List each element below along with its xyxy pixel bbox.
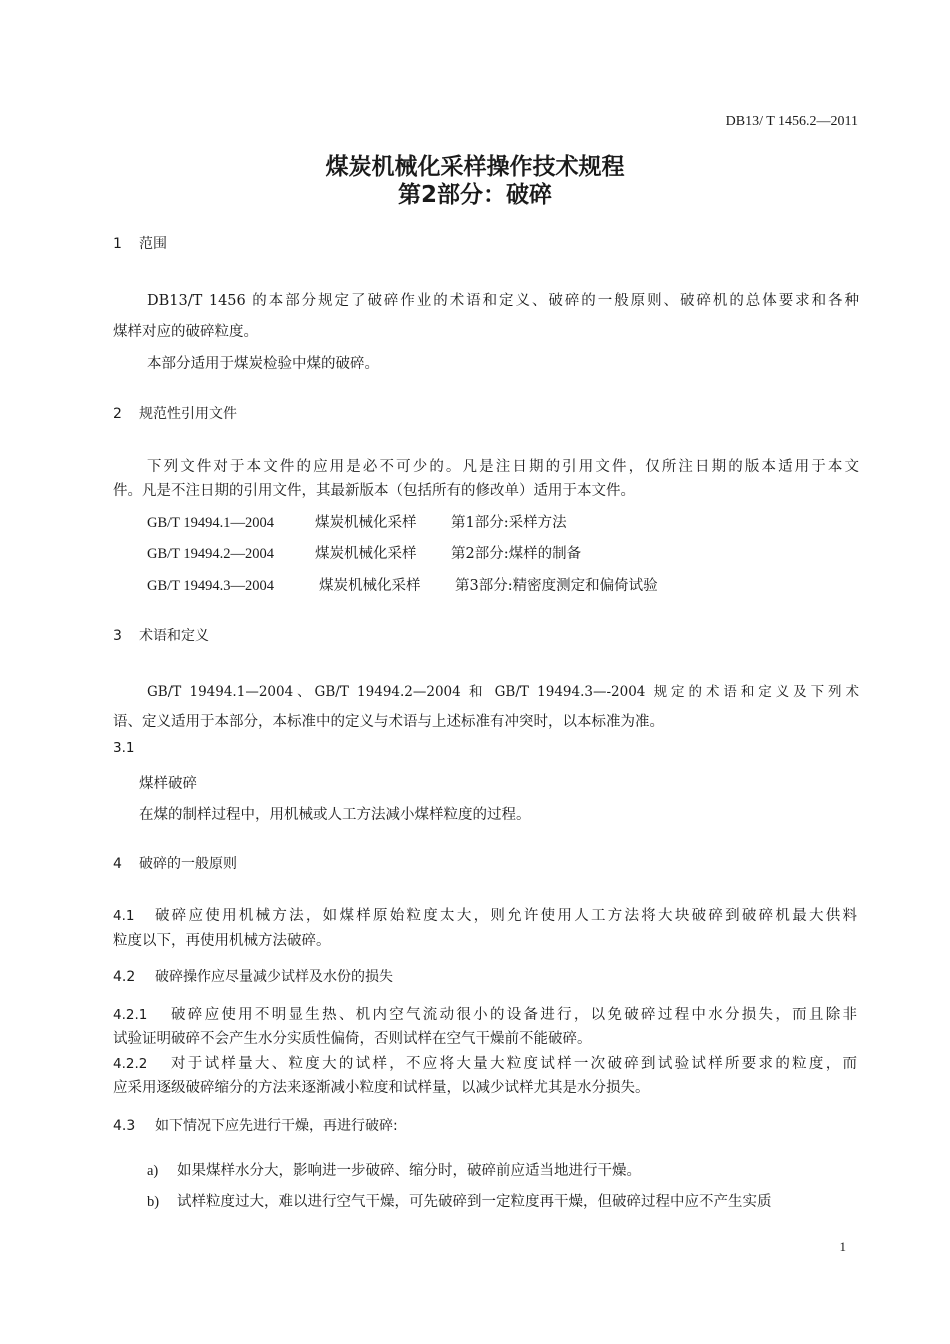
list-label: b) xyxy=(147,1194,160,1210)
term-number: 3.1 xyxy=(113,740,135,756)
section-3-heading xyxy=(113,625,209,645)
term-definition: 在煤的制样过程中，用机械或人工方法减小煤样粒度的过程。 xyxy=(139,807,531,823)
section-title: 规范性引用文件 xyxy=(139,406,237,422)
list-label: a) xyxy=(147,1163,159,1179)
paragraph-line: 煤样对应的破碎粒度。 xyxy=(113,324,258,340)
section-2-heading xyxy=(113,403,237,423)
section-number: 2 xyxy=(113,406,122,422)
clause-4-2-2 xyxy=(113,1052,859,1073)
reference-part: 第2部分:煤样的制备 xyxy=(451,546,582,562)
section-number: 3 xyxy=(113,628,122,644)
clause-4-3-heading xyxy=(113,1115,398,1135)
clause-4-2-1 xyxy=(113,1003,859,1024)
list-text: 如果煤样水分大，影响进一步破碎、缩分时，破碎前应适当地进行干燥。 xyxy=(177,1163,641,1179)
paragraph: 本部分适用于煤炭检验中煤的破碎。 xyxy=(147,356,379,372)
paragraph-line: 语、定义适用于本部分，本标准中的定义与术语与上述标准有冲突时，以本标准为准。 xyxy=(113,714,664,730)
document-title: 煤炭机械化采样操作技术规程 xyxy=(325,154,625,180)
clause-line: 应采用逐级破碎缩分的方法来逐渐减小粒度和试样量，以减少试样尤其是水分损失。 xyxy=(113,1080,650,1096)
section-title: 范围 xyxy=(139,236,167,252)
reference-code: GB/T 19494.3—2004 xyxy=(147,578,275,594)
reference-name: 煤炭机械化采样 xyxy=(315,546,417,562)
clause-title: 如下情况下应先进行干燥，再进行破碎: xyxy=(155,1118,398,1134)
standard-number: DB13/ T 1456.2—2011 xyxy=(725,114,858,129)
paragraph-line: GB/T 19494.1—2004、GB/T 19494.2—2004 和 GB/T 19494.3—-2004 规定的术语和定义及下列术 xyxy=(147,684,859,700)
section-title: 术语和定义 xyxy=(139,628,209,644)
reference-code: GB/T 19494.1—2004 xyxy=(147,515,275,531)
section-title: 破碎的一般原则 xyxy=(139,856,237,872)
clause-line: 破碎应使用不明显生热、机内空气流动很小的设备进行，以免破碎过程中水分损失，而且除非 xyxy=(171,1007,857,1023)
document-subtitle: 第2部分：破碎 xyxy=(397,182,552,208)
section-4-heading xyxy=(113,853,237,873)
clause-4-1 xyxy=(113,904,859,925)
clause-line: 对于试样量大、粒度大的试样，不应将大量大粒度试样一次破碎到试验试样所要求的粒度，而 xyxy=(171,1056,857,1072)
clause-number: 4.3 xyxy=(113,1118,136,1134)
paragraph-line: 件。凡是不注日期的引用文件，其最新版本（包括所有的修改单）适用于本文件。 xyxy=(113,483,635,499)
section-number: 1 xyxy=(113,236,122,252)
reference-name: 煤炭机械化采样 xyxy=(319,578,421,594)
reference-name: 煤炭机械化采样 xyxy=(315,515,417,531)
section-number: 4 xyxy=(113,856,122,872)
clause-number: 4.2.1 xyxy=(113,1007,148,1023)
term-name: 煤样破碎 xyxy=(139,776,197,792)
clause-4-2-heading xyxy=(113,966,393,986)
clause-line: 粒度以下，再使用机械方法破碎。 xyxy=(113,933,331,949)
reference-item xyxy=(147,542,581,563)
section-1-heading xyxy=(113,233,167,253)
clause-number: 4.2.2 xyxy=(113,1056,148,1072)
paragraph-line: DB13/T 1456 的本部分规定了破碎作业的术语和定义、破碎的一般原则、破碎机的总体要求和各种 xyxy=(147,293,859,309)
reference-part: 第1部分:采样方法 xyxy=(451,515,567,531)
list-item-b xyxy=(147,1190,772,1211)
clause-number: 4.1 xyxy=(113,908,135,924)
page-number: 1 xyxy=(839,1239,846,1254)
reference-part: 第3部分:精密度测定和偏倚试验 xyxy=(455,578,658,594)
clause-line: 试验证明破碎不会产生水分实质性偏倚，否则试样在空气干燥前不能破碎。 xyxy=(113,1031,592,1047)
list-text: 试样粒度过大，难以进行空气干燥，可先破碎到一定粒度再干燥，但破碎过程中应不产生实质 xyxy=(177,1194,772,1210)
clause-line: 破碎应使用机械方法，如煤样原始粒度太大，则允许使用人工方法将大块破碎到破碎机最大供料 xyxy=(155,908,857,924)
reference-item xyxy=(147,574,658,595)
clause-title: 破碎操作应尽量减少试样及水份的损失 xyxy=(155,969,393,985)
reference-code: GB/T 19494.2—2004 xyxy=(147,546,275,562)
reference-item xyxy=(147,511,567,532)
list-item-a xyxy=(147,1159,641,1180)
paragraph-line: 下列文件对于本文件的应用是必不可少的。凡是注日期的引用文件，仅所注日期的版本适用于本文 xyxy=(147,459,859,475)
clause-number: 4.2 xyxy=(113,969,136,985)
